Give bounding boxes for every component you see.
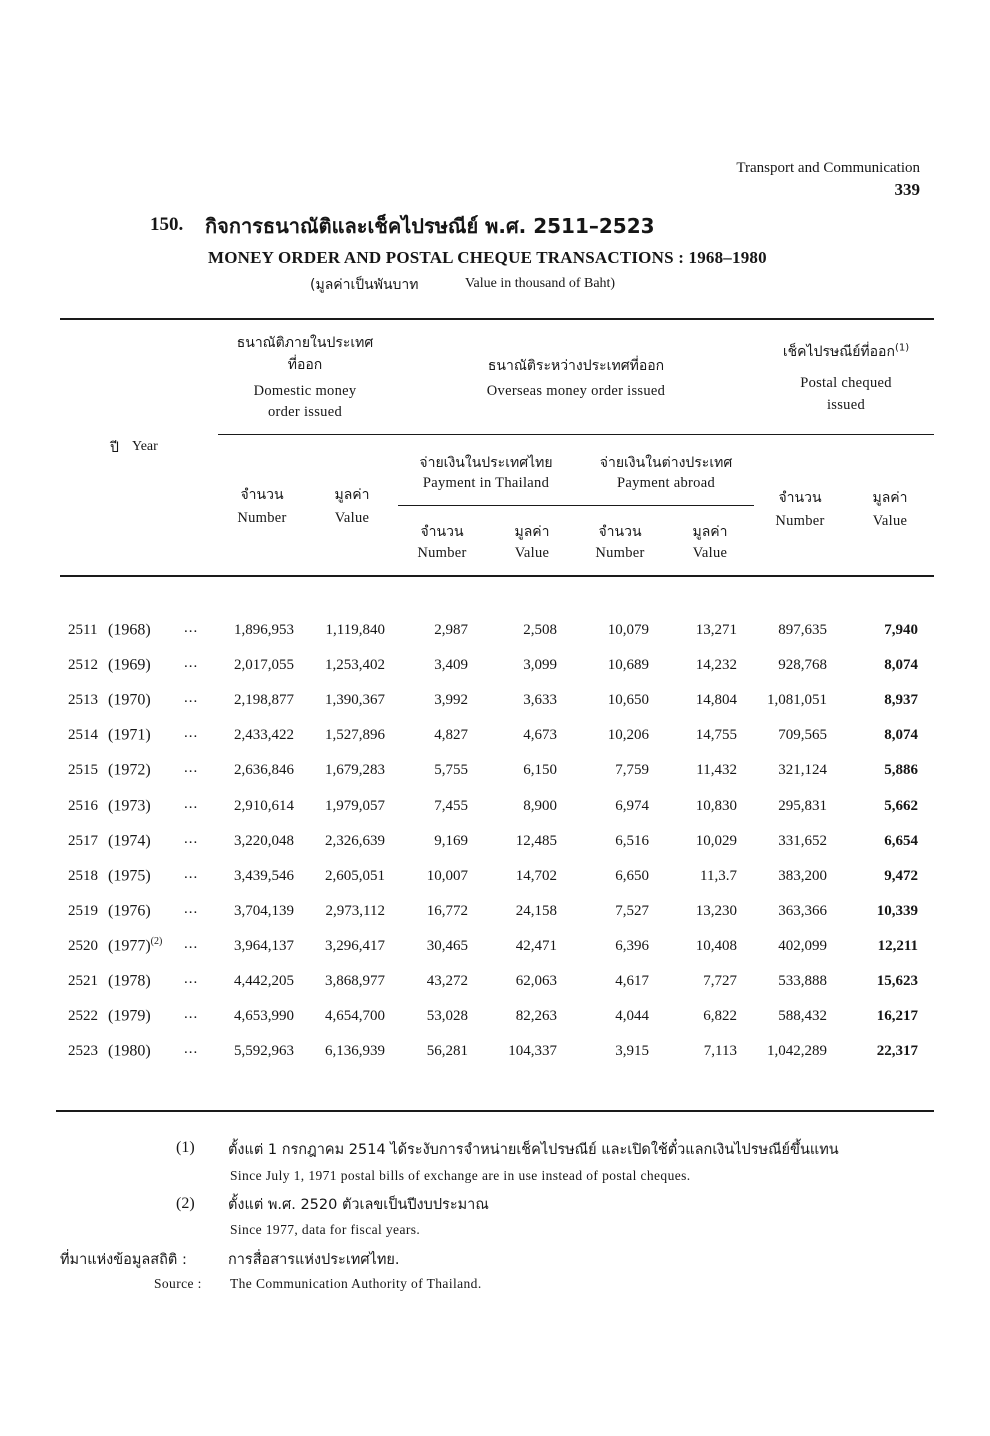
cell-postal-number: 533,888 bbox=[778, 973, 827, 989]
cell-pay-thailand-number: 5,755 bbox=[434, 762, 468, 778]
cell-postal-number: 588,432 bbox=[778, 1008, 827, 1024]
row-year: 2521 bbox=[68, 973, 98, 989]
cell-pay-thailand-number: 43,272 bbox=[426, 973, 468, 989]
row-year: 2511 bbox=[68, 622, 98, 638]
cell-domestic-value: 1,527,896 bbox=[325, 727, 385, 743]
cell-pay-abroad-number: 10,079 bbox=[607, 622, 649, 638]
cell-pay-abroad-value: 13,230 bbox=[695, 903, 737, 919]
cell-pay-abroad-value: 7,727 bbox=[703, 973, 737, 989]
cell-domestic-value: 2,605,051 bbox=[325, 868, 385, 884]
cell-pay-thailand-value: 24,158 bbox=[515, 903, 557, 919]
cell-pay-abroad-number: 6,974 bbox=[615, 798, 649, 814]
footnote-1-thai: ตั้งแต่ 1 กรกฎาคม 2514 ได้ระงับการจำหน่ายเช็คไปรษณีย์ และเปิดใช้ตั๋วแลกเงินไปรษณีย์ขึ้นแทน bbox=[228, 1142, 839, 1158]
cell-postal-number: 321,124 bbox=[778, 762, 827, 778]
cell-pay-abroad-number: 6,650 bbox=[615, 868, 649, 884]
footnote-2-en: Since 1977, data for fiscal years. bbox=[230, 1222, 421, 1237]
cell-pay-thailand-value: 104,337 bbox=[508, 1043, 557, 1059]
cell-domestic-value: 2,326,639 bbox=[325, 833, 385, 849]
header-pay-thailand-thai: จ่ายเงินในประเทศไทย bbox=[419, 455, 553, 471]
unit-thai: (มูลค่าเป็นพันบาท bbox=[310, 277, 419, 293]
header-overseas-en: Overseas money order issued bbox=[486, 383, 666, 399]
header-year-thai: ปี bbox=[110, 440, 119, 456]
header-bottom-rule bbox=[60, 575, 934, 577]
cell-postal-value: 22,317 bbox=[876, 1043, 918, 1059]
row-year: 2514 bbox=[68, 727, 98, 743]
cell-postal-number: 383,200 bbox=[778, 868, 827, 884]
header-postal-number: จำนวน Number bbox=[775, 490, 825, 529]
row-year: 2512 bbox=[68, 657, 98, 673]
cell-domestic-value: 6,136,939 bbox=[325, 1043, 385, 1059]
header-pay-thailand-value: มูลค่า Value bbox=[514, 524, 550, 561]
cell-pay-abroad-value: 14,232 bbox=[695, 657, 737, 673]
cell-postal-number: 402,099 bbox=[778, 938, 827, 954]
footnote-1-mark: (1) bbox=[176, 1139, 195, 1156]
cell-pay-abroad-number: 6,516 bbox=[615, 833, 649, 849]
cell-domestic-number: 4,442,205 bbox=[234, 973, 294, 989]
footnote-1-en: Since July 1, 1971 postal bills of exchange are in use instead of postal cheques. bbox=[230, 1168, 691, 1183]
row-year-ad: (1976) bbox=[108, 902, 151, 920]
header-pay-abroad-en: Payment abroad bbox=[616, 475, 716, 491]
cell-pay-thailand-value: 12,485 bbox=[515, 833, 557, 849]
cell-pay-abroad-number: 4,617 bbox=[615, 973, 649, 989]
row-year-ad: $(1977)^{(2)}$ bbox=[108, 936, 163, 955]
cell-pay-thailand-number: 56,281 bbox=[426, 1043, 468, 1059]
row-leader-dots: ... bbox=[184, 760, 199, 776]
cell-postal-value: 8,074 bbox=[884, 657, 918, 673]
header-pay-thailand-en: Payment in Thailand bbox=[422, 475, 550, 491]
header-pay-abroad-thai: จ่ายเงินในต่างประเทศ bbox=[599, 455, 733, 471]
row-year-ad: (1979) bbox=[108, 1007, 151, 1025]
cell-postal-number: 1,081,051 bbox=[767, 692, 827, 708]
cell-postal-value: 5,662 bbox=[884, 798, 918, 814]
cell-pay-thailand-number: 10,007 bbox=[426, 868, 468, 884]
row-year: 2517 bbox=[68, 833, 98, 849]
cell-domestic-number: 3,964,137 bbox=[234, 938, 294, 954]
footnote-2-thai: ตั้งแต่ พ.ศ. 2520 ตัวเลขเป็นปีงบประมาณ bbox=[228, 1197, 489, 1213]
row-year-ad: (1978) bbox=[108, 972, 151, 990]
header-domestic-value: มูลค่า Value bbox=[334, 487, 370, 526]
cell-domestic-value: 1,679,283 bbox=[325, 762, 385, 778]
section-title: Transport and Communication bbox=[736, 160, 920, 176]
cell-domestic-number: 1,896,953 bbox=[234, 622, 294, 638]
cell-pay-thailand-number: 16,772 bbox=[426, 903, 468, 919]
header-domestic-thai: ธนาณัติภายในประเทศ ที่ออก bbox=[236, 335, 374, 373]
cell-pay-thailand-value: 82,263 bbox=[515, 1008, 557, 1024]
row-year-ad: (1973) bbox=[108, 797, 151, 815]
cell-postal-value: 9,472 bbox=[884, 868, 918, 884]
cell-pay-abroad-number: 3,915 bbox=[615, 1043, 649, 1059]
table-bottom-rule bbox=[56, 1110, 934, 1112]
cell-domestic-value: 1,390,367 bbox=[325, 692, 385, 708]
cell-domestic-number: 4,653,990 bbox=[234, 1008, 294, 1024]
cell-pay-thailand-value: 3,099 bbox=[523, 657, 557, 673]
cell-pay-abroad-value: 10,029 bbox=[695, 833, 737, 849]
cell-pay-abroad-value: 14,804 bbox=[695, 692, 737, 708]
row-leader-dots: ... bbox=[184, 620, 199, 636]
cell-postal-value: 15,623 bbox=[876, 973, 918, 989]
cell-postal-value: 16,217 bbox=[876, 1008, 918, 1024]
cell-postal-value: 8,074 bbox=[884, 727, 918, 743]
row-leader-dots: ... bbox=[184, 655, 199, 671]
cell-pay-abroad-value: 6,822 bbox=[703, 1008, 737, 1024]
cell-domestic-number: 2,910,614 bbox=[234, 798, 294, 814]
cell-postal-number: 363,366 bbox=[778, 903, 827, 919]
row-year-ad: (1970) bbox=[108, 691, 151, 709]
cell-postal-value: 12,211 bbox=[877, 938, 918, 954]
cell-pay-abroad-number: 10,206 bbox=[607, 727, 649, 743]
cell-postal-number: 709,565 bbox=[778, 727, 827, 743]
row-leader-dots: ... bbox=[184, 936, 199, 952]
table-top-rule bbox=[60, 318, 934, 320]
cell-pay-thailand-value: 4,673 bbox=[523, 727, 557, 743]
cell-pay-thailand-number: 9,169 bbox=[434, 833, 468, 849]
cell-pay-abroad-value: 13,271 bbox=[695, 622, 737, 638]
cell-domestic-number: 2,198,877 bbox=[234, 692, 294, 708]
cell-pay-thailand-number: 53,028 bbox=[426, 1008, 468, 1024]
row-leader-dots: ... bbox=[184, 690, 199, 706]
footnote-2-mark: (2) bbox=[176, 1195, 195, 1212]
cell-domestic-number: 3,439,546 bbox=[234, 868, 294, 884]
page-number: 339 bbox=[894, 180, 920, 199]
unit-english: Value in thousand of Baht) bbox=[465, 276, 616, 291]
row-leader-dots: ... bbox=[184, 796, 199, 812]
cell-domestic-value: 3,296,417 bbox=[325, 938, 385, 954]
row-leader-dots: ... bbox=[184, 1041, 199, 1057]
cell-pay-abroad-number: 7,759 bbox=[615, 762, 649, 778]
row-leader-dots: ... bbox=[184, 866, 199, 882]
header-postal-value: มูลค่า Value bbox=[872, 490, 908, 529]
table-title-thai: กิจการธนาณัติและเช็คไปรษณีย์ พ.ศ. 2511–2523 bbox=[205, 214, 655, 238]
header-pay-thailand-number: จำนวน Number bbox=[417, 524, 467, 561]
header-year-en: Year bbox=[132, 439, 158, 454]
cell-postal-number: 295,831 bbox=[778, 798, 827, 814]
cell-postal-value: 5,886 bbox=[884, 762, 918, 778]
cell-pay-thailand-value: 6,150 bbox=[523, 762, 557, 778]
header-domestic-en: Domestic money order issued bbox=[253, 383, 357, 420]
cell-domestic-number: 5,592,963 bbox=[234, 1043, 294, 1059]
cell-pay-abroad-value: 7,113 bbox=[703, 1043, 737, 1059]
cell-postal-value: 7,940 bbox=[884, 622, 918, 638]
header-pay-abroad-value: มูลค่า Value bbox=[692, 524, 728, 561]
row-year: 2513 bbox=[68, 692, 98, 708]
row-year-ad: (1969) bbox=[108, 656, 151, 674]
overseas-split-rule bbox=[218, 434, 934, 435]
cell-pay-thailand-number: 30,465 bbox=[426, 938, 468, 954]
cell-postal-number: 331,652 bbox=[778, 833, 827, 849]
table-title-english: MONEY ORDER AND POSTAL CHEQUE TRANSACTIONS : 1968–1980 bbox=[208, 248, 767, 267]
cell-pay-thailand-value: 62,063 bbox=[515, 973, 557, 989]
source-thai: การสื่อสารแห่งประเทศไทย. bbox=[228, 1252, 400, 1268]
row-year: 2519 bbox=[68, 903, 98, 919]
row-year: 2520 bbox=[68, 938, 98, 954]
cell-pay-thailand-value: 2,508 bbox=[523, 622, 557, 638]
cell-domestic-value: 3,868,977 bbox=[325, 973, 385, 989]
header-pay-abroad-number: จำนวน Number bbox=[595, 524, 645, 561]
row-note: (2) bbox=[150, 936, 163, 947]
cell-pay-abroad-number: 6,396 bbox=[615, 938, 649, 954]
row-leader-dots: ... bbox=[184, 901, 199, 917]
cell-domestic-number: 2,636,846 bbox=[234, 762, 294, 778]
cell-pay-abroad-value: 10,408 bbox=[695, 938, 737, 954]
payment-split-rule bbox=[398, 505, 754, 506]
cell-pay-abroad-number: 7,527 bbox=[615, 903, 649, 919]
row-year-ad: (1972) bbox=[108, 761, 151, 779]
row-year-ad: (1975) bbox=[108, 867, 151, 885]
row-leader-dots: ... bbox=[184, 725, 199, 741]
cell-pay-thailand-value: 3,633 bbox=[523, 692, 557, 708]
header-domestic-number: จำนวน Number bbox=[237, 487, 287, 526]
header-overseas-thai: ธนาณัติระหว่างประเทศที่ออก bbox=[487, 358, 665, 374]
cell-pay-abroad-value: 11,3.7 bbox=[700, 868, 737, 884]
row-year-ad: (1974) bbox=[108, 832, 151, 850]
header-postal-en: Postal chequed issued bbox=[800, 375, 892, 413]
source-en: The Communication Authority of Thailand. bbox=[230, 1276, 482, 1291]
header-postal-thai: เช็คไปรษณีย์ที่ออก$^{(1)}$ bbox=[782, 342, 910, 360]
cell-postal-value: 8,937 bbox=[884, 692, 918, 708]
cell-pay-abroad-value: 11,432 bbox=[696, 762, 737, 778]
cell-pay-abroad-value: 10,830 bbox=[695, 798, 737, 814]
cell-domestic-value: 1,979,057 bbox=[325, 798, 385, 814]
row-year: 2518 bbox=[68, 868, 98, 884]
cell-pay-thailand-value: 8,900 bbox=[523, 798, 557, 814]
cell-domestic-value: 4,654,700 bbox=[325, 1008, 385, 1024]
row-leader-dots: ... bbox=[184, 831, 199, 847]
cell-pay-abroad-number: 10,650 bbox=[607, 692, 649, 708]
row-year-ad: (1968) bbox=[108, 621, 151, 639]
cell-pay-thailand-value: 42,471 bbox=[515, 938, 557, 954]
row-leader-dots: ... bbox=[184, 1006, 199, 1022]
cell-postal-value: 10,339 bbox=[876, 903, 918, 919]
cell-domestic-number: 3,704,139 bbox=[234, 903, 294, 919]
source-thai-label: ที่มาแห่งข้อมูลสถิติ : bbox=[60, 1252, 187, 1268]
cell-domestic-value: 2,973,112 bbox=[325, 903, 385, 919]
cell-pay-abroad-value: 14,755 bbox=[695, 727, 737, 743]
row-leader-dots: ... bbox=[184, 971, 199, 987]
cell-pay-abroad-number: 10,689 bbox=[607, 657, 649, 673]
row-year: 2515 bbox=[68, 762, 98, 778]
cell-pay-thailand-number: 2,987 bbox=[434, 622, 468, 638]
cell-pay-thailand-number: 3,992 bbox=[434, 692, 468, 708]
cell-pay-abroad-number: 4,044 bbox=[615, 1008, 649, 1024]
row-year: 2516 bbox=[68, 798, 98, 814]
cell-postal-value: 6,654 bbox=[884, 833, 918, 849]
cell-domestic-number: 3,220,048 bbox=[234, 833, 294, 849]
cell-pay-thailand-value: 14,702 bbox=[515, 868, 557, 884]
cell-domestic-number: 2,433,422 bbox=[234, 727, 294, 743]
cell-pay-thailand-number: 7,455 bbox=[434, 798, 468, 814]
cell-postal-number: 897,635 bbox=[778, 622, 827, 638]
cell-pay-thailand-number: 3,409 bbox=[434, 657, 468, 673]
row-year-ad: (1980) bbox=[108, 1042, 151, 1060]
row-year: 2523 bbox=[68, 1043, 98, 1059]
cell-postal-number: 1,042,289 bbox=[767, 1043, 827, 1059]
source-en-label: Source : bbox=[154, 1276, 202, 1291]
cell-domestic-value: 1,119,840 bbox=[325, 622, 385, 638]
cell-domestic-number: 2,017,055 bbox=[234, 657, 294, 673]
cell-pay-thailand-number: 4,827 bbox=[434, 727, 468, 743]
row-year: 2522 bbox=[68, 1008, 98, 1024]
row-year-ad: (1971) bbox=[108, 726, 151, 744]
cell-domestic-value: 1,253,402 bbox=[325, 657, 385, 673]
table-number: 150. bbox=[150, 214, 184, 235]
cell-postal-number: 928,768 bbox=[778, 657, 827, 673]
